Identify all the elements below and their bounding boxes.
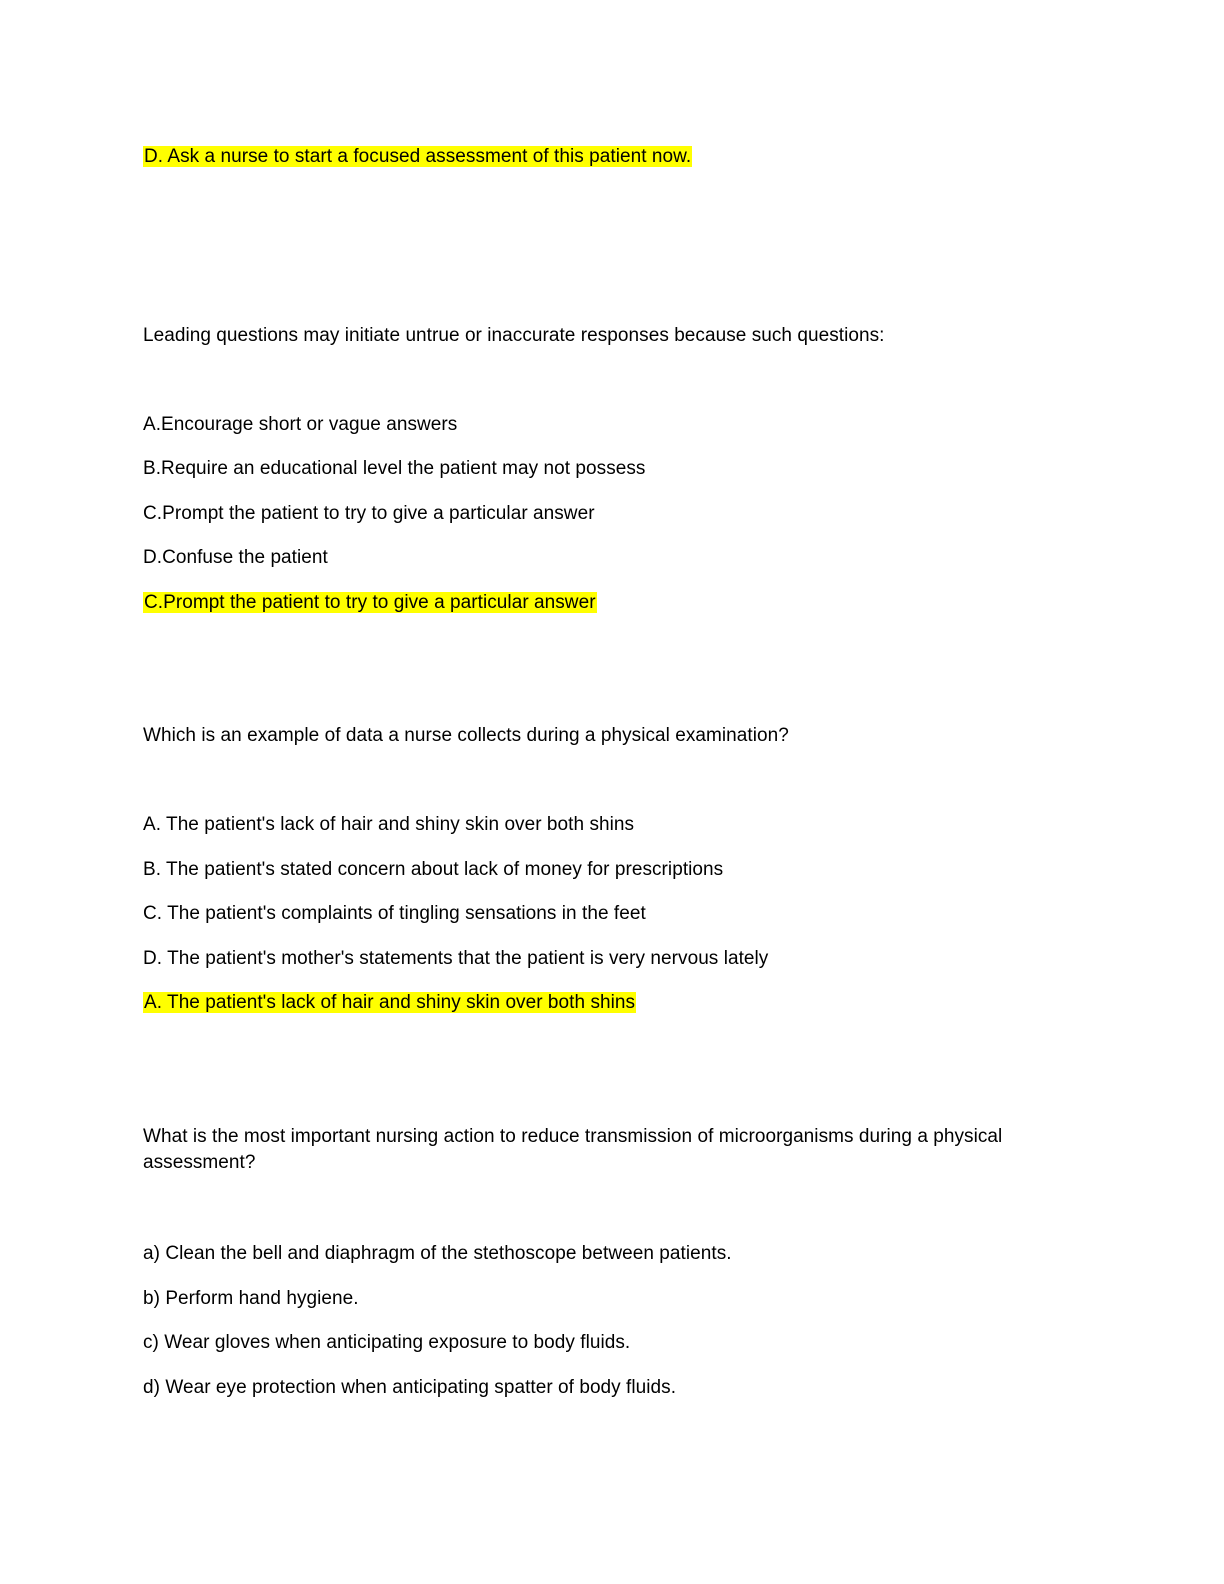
option-item: b) Perform hand hygiene. [143, 1288, 359, 1309]
option-item: C. The patient's complaints of tingling sensations in the feet [143, 903, 646, 924]
answer-line [143, 590, 597, 616]
option-item: D.Confuse the patient [143, 547, 328, 568]
option-item: B.Require an educational level the patient may not possess [143, 458, 646, 479]
question-text: What is the most important nursing action to reduce transmission of microorganisms during a physical assessment? [143, 1126, 1003, 1173]
option-item: d) Wear eye protection when anticipating spatter of body fluids. [143, 1377, 677, 1398]
highlighted-answer: D. Ask a nurse to start a focused assessment of this patient now. [144, 146, 692, 167]
option-item: c) Wear gloves when anticipating exposure to body fluids. [143, 1332, 631, 1353]
option-item: B. The patient's stated concern about lack of money for prescriptions [143, 859, 724, 880]
highlighted-answer: C.Prompt the patient to try to give a particular answer [144, 592, 596, 613]
option-item: C.Prompt the patient to try to give a particular answer [143, 503, 595, 524]
highlighted-answer: A. The patient's lack of hair and shiny skin over both shins [144, 992, 636, 1013]
option-item: a) Clean the bell and diaphragm of the stethoscope between patients. [143, 1243, 732, 1264]
option-item: A.Encourage short or vague answers [143, 414, 458, 435]
question-text: Leading questions may initiate untrue or inaccurate responses because such questions: [143, 325, 885, 346]
answer-line [143, 990, 636, 1016]
answer-line [143, 144, 692, 170]
option-item: A. The patient's lack of hair and shiny skin over both shins [143, 814, 635, 835]
option-item: D. The patient's mother's statements that the patient is very nervous lately [143, 948, 769, 969]
question-text: Which is an example of data a nurse collects during a physical examination? [143, 725, 789, 746]
